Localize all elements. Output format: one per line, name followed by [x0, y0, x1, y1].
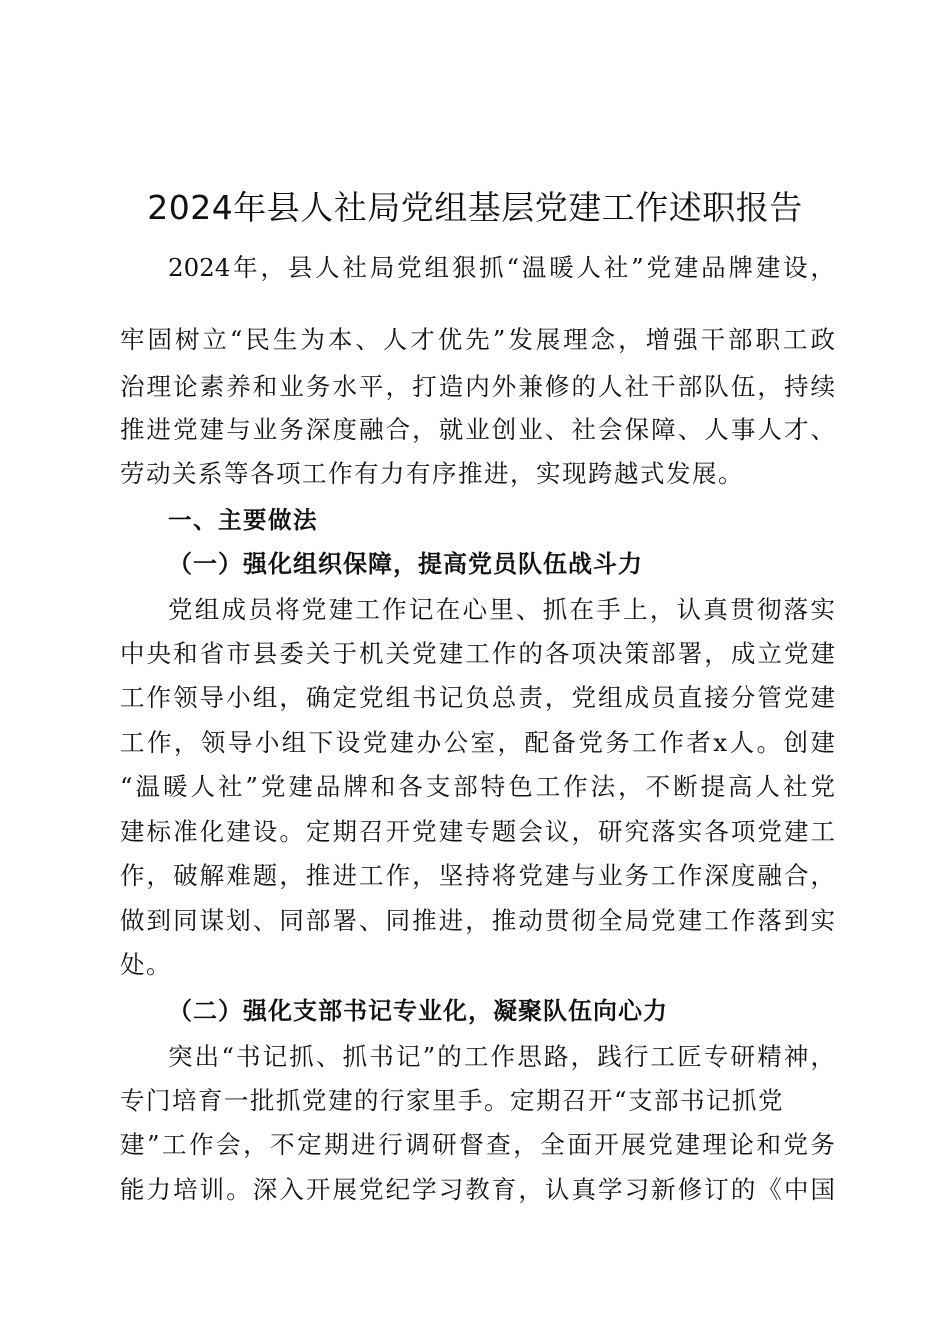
intro-line: 劳动关系等各项工作有力有序推进，实现跨越式发展。	[120, 459, 744, 488]
document-title: 2024年县人社局党组基层党建工作述职报告	[147, 188, 803, 227]
body-line: 作，破解难题，推进工作，坚持将党建与业务工作深度融合，	[120, 861, 835, 890]
body-line: 专门培育一批抓党建的行家里手。定期召开“支部书记抓党	[120, 1086, 785, 1115]
subsection-heading: （一）强化组织保障，提高党员队伍战斗力	[168, 549, 643, 578]
intro-line: 推进党建与业务深度融合，就业创业、社会保障、人事人才、	[120, 415, 835, 444]
body-line: 中央和省市县委关于机关党建工作的各项决策部署，成立党建	[120, 639, 835, 668]
body-line: 工作领导小组，确定党组书记负总责，党组成员直接分管党建	[120, 683, 835, 712]
body-line: 能力培训。深入开展党纪学习教育，认真学习新修订的《中国	[120, 1175, 835, 1204]
intro-line: 2024年，县人社局党组狠抓“温暖人社”党建品牌建设，	[168, 253, 835, 282]
section-heading: 一、主要做法	[168, 506, 318, 534]
body-line: 突出“书记抓、抓书记”的工作思路，践行工匠专研精神，	[168, 1042, 835, 1071]
body-line: 做到同谋划、同部署、同推进，推动贯彻全局党建工作落到实	[120, 906, 835, 935]
subsection-heading: （二）强化支部书记专业化，凝聚队伍向心力	[168, 996, 668, 1025]
body-line: 建标准化建设。定期召开党建专题会议，研究落实各项党建工	[120, 817, 835, 846]
body-line: 处。	[120, 950, 172, 979]
body-line: 建”工作会，不定期进行调研督查，全面开展党建理论和党务	[120, 1130, 835, 1159]
intro-line: 牢固树立“民生为本、人才优先”发展理念，增强干部职工政	[120, 325, 835, 354]
body-line: “温暖人社”党建品牌和各支部特色工作法，不断提高人社党	[120, 772, 835, 801]
intro-line: 治理论素养和业务水平，打造内外兼修的人社干部队伍，持续	[120, 372, 835, 401]
body-line: 党组成员将党建工作记在心里、抓在手上，认真贯彻落实	[168, 595, 835, 624]
body-line: 工作，领导小组下设党建办公室，配备党务工作者x人。创建	[120, 728, 835, 757]
